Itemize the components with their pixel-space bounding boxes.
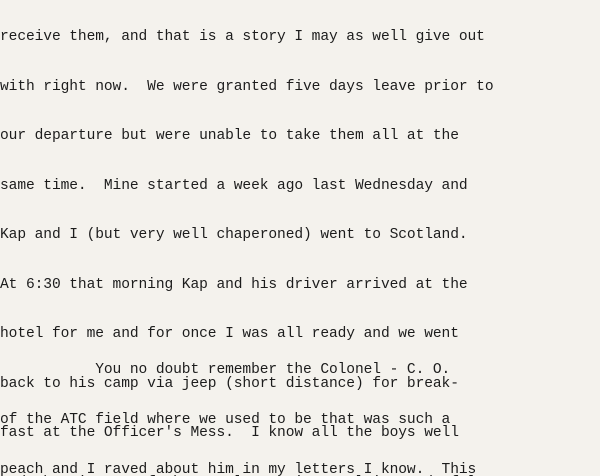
paragraph-1-line: At 6:30 that morning Kap and his driver arrived at the [0, 276, 468, 293]
paragraph-1-line: our departure but were unable to take them all at the [0, 128, 459, 144]
paragraph-2 [0, 329, 494, 476]
paragraph-1-line: Kap and I (but very well chaperoned) went to Scotland. [0, 227, 468, 243]
paragraph-1-line: receive them, and that is a story I may as well give out [0, 29, 485, 45]
paragraph-2-line: peach and I raved about him in my letters I know. This [0, 461, 477, 476]
paragraph-1-line: back to his camp via jeep (short distance) for break- [0, 375, 459, 392]
paragraph-1-line: hotel for me and for once I was all ready and we went [0, 326, 459, 342]
paragraph-1-line: with right now. We were granted five days leave prior to [0, 78, 494, 95]
paragraph-1-line: same time. Mine started a week ago last Wednesday and [0, 177, 468, 194]
paragraph-2-line: You no doubt remember the Colonel - C. O. [0, 362, 451, 379]
paragraph-1-line: fast at the Officer's Mess. I know all the boys well [0, 425, 459, 441]
paragraph-2-line: of the ATC field where we used to be that was such a [0, 411, 451, 428]
